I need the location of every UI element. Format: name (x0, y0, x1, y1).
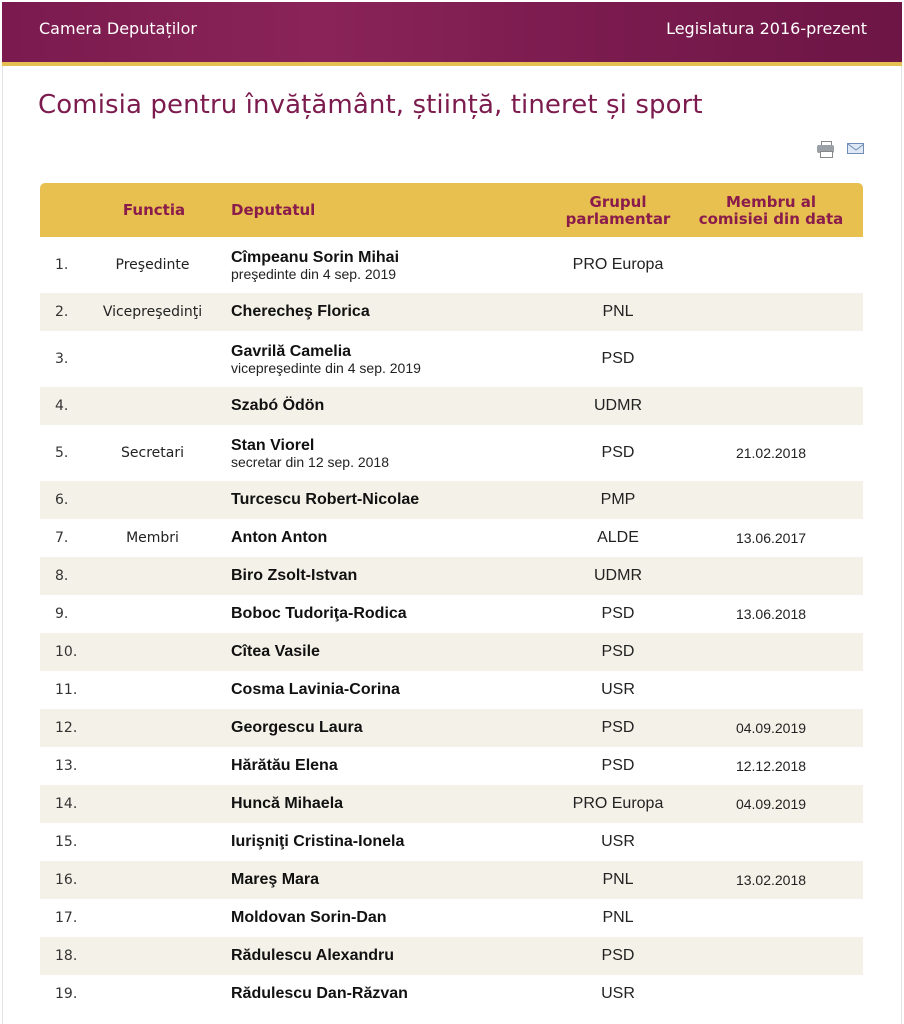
row-function: Preşedinte (115, 257, 190, 273)
row-deputy (231, 481, 551, 519)
row-group: PNL (602, 303, 634, 320)
row-number: 12. (55, 720, 78, 736)
table-row (40, 899, 863, 937)
deputy-name-link[interactable]: Hărătău Elena (231, 757, 338, 774)
row-function (95, 747, 210, 785)
row-deputy (231, 595, 551, 633)
row-group: PSD (601, 350, 635, 367)
row-deputy (231, 975, 551, 1013)
row-function (95, 709, 210, 747)
deputy-name-link[interactable]: Biro Zsolt-Istvan (231, 567, 358, 584)
row-deputy (231, 671, 551, 709)
row-member-since (692, 823, 850, 861)
row-member-since (692, 899, 850, 937)
table-row (40, 595, 863, 633)
deputy-name-link[interactable]: Anton Anton (231, 529, 328, 546)
members-table (40, 183, 863, 1013)
header-membru-line2: comisiei din data (698, 210, 844, 228)
deputy-name-link[interactable]: Cosma Lavinia-Corina (231, 681, 400, 698)
row-deputy (231, 899, 551, 937)
row-function (95, 975, 210, 1013)
header-deputatul: Deputatul (231, 201, 316, 219)
deputy-role-note: preşedinte din 4 sep. 2019 (231, 265, 397, 282)
row-member-since (692, 975, 850, 1013)
row-function (95, 331, 210, 387)
deputy-name-link[interactable]: Gavrilă Camelia (231, 342, 352, 360)
header-membru (692, 194, 850, 228)
row-member-since (692, 633, 850, 671)
table-body (40, 237, 863, 1013)
row-member-since (692, 671, 850, 709)
header-grupul-line2: parlamentar (565, 210, 671, 228)
deputy-name-link[interactable]: Szabó Ödön (231, 397, 325, 414)
row-deputy (231, 293, 551, 331)
row-function (95, 671, 210, 709)
page-tools (816, 140, 866, 158)
printer-icon[interactable] (816, 140, 836, 158)
row-member-since (692, 937, 850, 975)
email-icon[interactable] (846, 140, 866, 158)
row-group: PSD (601, 947, 635, 964)
row-number: 9. (55, 606, 69, 622)
table-row (40, 293, 863, 331)
deputy-name-link[interactable]: Turcescu Robert-Nicolae (231, 491, 420, 508)
row-group: UDMR (594, 397, 642, 414)
row-deputy (231, 747, 551, 785)
row-deputy (231, 557, 551, 595)
row-member-since (692, 237, 850, 293)
row-group: PSD (601, 643, 635, 660)
deputy-name-link[interactable]: Rădulescu Alexandru (231, 947, 395, 964)
row-member-since (692, 481, 850, 519)
row-number: 5. (55, 445, 69, 461)
row-number: 19. (55, 986, 78, 1002)
table-row (40, 481, 863, 519)
row-group: PRO Europa (572, 795, 664, 812)
row-number: 11. (55, 682, 78, 698)
row-deputy (231, 823, 551, 861)
row-member-since (692, 331, 850, 387)
deputy-name-link[interactable]: Moldovan Sorin-Dan (231, 909, 387, 926)
site-header (2, 2, 902, 62)
row-number: 10. (55, 644, 78, 660)
deputy-name-link[interactable]: Cherecheş Florica (231, 303, 370, 320)
table-row (40, 975, 863, 1013)
row-function: Secretari (121, 445, 184, 461)
row-number: 17. (55, 910, 78, 926)
row-function (95, 861, 210, 899)
table-row (40, 937, 863, 975)
deputy-name-link[interactable]: Mareş Mara (231, 871, 320, 888)
deputy-name-link[interactable]: Cîmpeanu Sorin Mihai (231, 248, 400, 266)
row-number: 6. (55, 492, 69, 508)
deputy-name-link[interactable]: Boboc Tudoriţa-Rodica (231, 605, 407, 622)
row-function (95, 633, 210, 671)
row-function: Vicepreşedinţi (102, 304, 203, 320)
row-group: PMP (600, 491, 636, 508)
row-number: 14. (55, 796, 78, 812)
deputy-name-link[interactable]: Stan Viorel (231, 436, 315, 454)
row-group: PNL (602, 871, 634, 888)
table-header (40, 183, 863, 237)
row-group: PSD (601, 444, 635, 461)
row-number: 1. (55, 257, 69, 273)
row-group: PSD (601, 719, 635, 736)
row-function (95, 823, 210, 861)
row-number: 8. (55, 568, 69, 584)
deputy-name-link[interactable]: Georgescu Laura (231, 719, 363, 736)
header-grupul-line1: Grupul (589, 193, 647, 211)
header-grupul (548, 194, 688, 228)
row-function (95, 785, 210, 823)
table-row (40, 237, 863, 293)
table-row (40, 861, 863, 899)
row-number: 7. (55, 530, 69, 546)
page-title: Comisia pentru învățământ, știință, tineret și sport (38, 90, 703, 120)
row-member-since (692, 387, 850, 425)
row-member-since: 04.09.2019 (735, 796, 807, 812)
row-function (95, 595, 210, 633)
row-member-since: 12.12.2018 (735, 758, 807, 774)
row-number: 18. (55, 948, 78, 964)
row-number: 3. (55, 351, 69, 367)
row-function (95, 557, 210, 595)
deputy-name-link[interactable]: Huncă Mihaela (231, 795, 344, 812)
table-row (40, 709, 863, 747)
row-member-since: 04.09.2019 (735, 720, 807, 736)
row-group: PNL (602, 909, 634, 926)
row-group: USR (601, 985, 635, 1002)
row-deputy (231, 519, 551, 557)
table-row (40, 633, 863, 671)
row-member-since: 21.02.2018 (735, 445, 807, 461)
row-deputy (231, 937, 551, 975)
row-member-since (692, 293, 850, 331)
row-deputy (231, 331, 551, 387)
row-deputy (231, 387, 551, 425)
deputy-name-link[interactable]: Rădulescu Dan-Răzvan (231, 985, 408, 1002)
row-function (95, 387, 210, 425)
row-deputy (231, 861, 551, 899)
deputy-role-note: vicepreşedinte din 4 sep. 2019 (231, 359, 421, 376)
row-number: 15. (55, 834, 78, 850)
deputy-role-note: secretar din 12 sep. 2018 (231, 453, 389, 470)
row-number: 16. (55, 872, 78, 888)
row-deputy (231, 237, 551, 293)
row-number: 2. (55, 304, 69, 320)
row-group: USR (601, 681, 635, 698)
row-member-since (692, 557, 850, 595)
row-group: PRO Europa (572, 256, 664, 273)
header-functia: Functia (122, 201, 186, 219)
deputy-name-link[interactable]: Cîtea Vasile (231, 643, 320, 660)
header-membru-line1: Membru al (725, 193, 817, 211)
row-member-since: 13.06.2018 (735, 606, 807, 622)
table-row (40, 331, 863, 387)
row-group: PSD (601, 757, 635, 774)
row-deputy (231, 785, 551, 823)
row-function (95, 481, 210, 519)
deputy-name-link[interactable]: Iurişniţi Cristina-Ionela (231, 833, 405, 850)
table-row (40, 387, 863, 425)
row-group: PSD (601, 605, 635, 622)
row-group: USR (601, 833, 635, 850)
table-row (40, 557, 863, 595)
table-row (40, 671, 863, 709)
row-member-since: 13.02.2018 (735, 872, 807, 888)
row-group: UDMR (594, 567, 642, 584)
row-group: ALDE (597, 529, 639, 546)
row-deputy (231, 709, 551, 747)
legislature-label[interactable]: Legislatura 2016-prezent (666, 19, 867, 38)
table-row (40, 519, 863, 557)
row-function (95, 899, 210, 937)
row-number: 13. (55, 758, 78, 774)
table-row (40, 425, 863, 481)
row-deputy (231, 425, 551, 481)
row-member-since: 13.06.2017 (735, 530, 807, 546)
site-brand-link[interactable]: Camera Deputaților (39, 19, 197, 38)
row-function: Membri (126, 530, 179, 546)
table-row (40, 823, 863, 861)
table-row (40, 747, 863, 785)
row-deputy (231, 633, 551, 671)
row-function (95, 937, 210, 975)
row-number: 4. (55, 398, 69, 414)
table-row (40, 785, 863, 823)
